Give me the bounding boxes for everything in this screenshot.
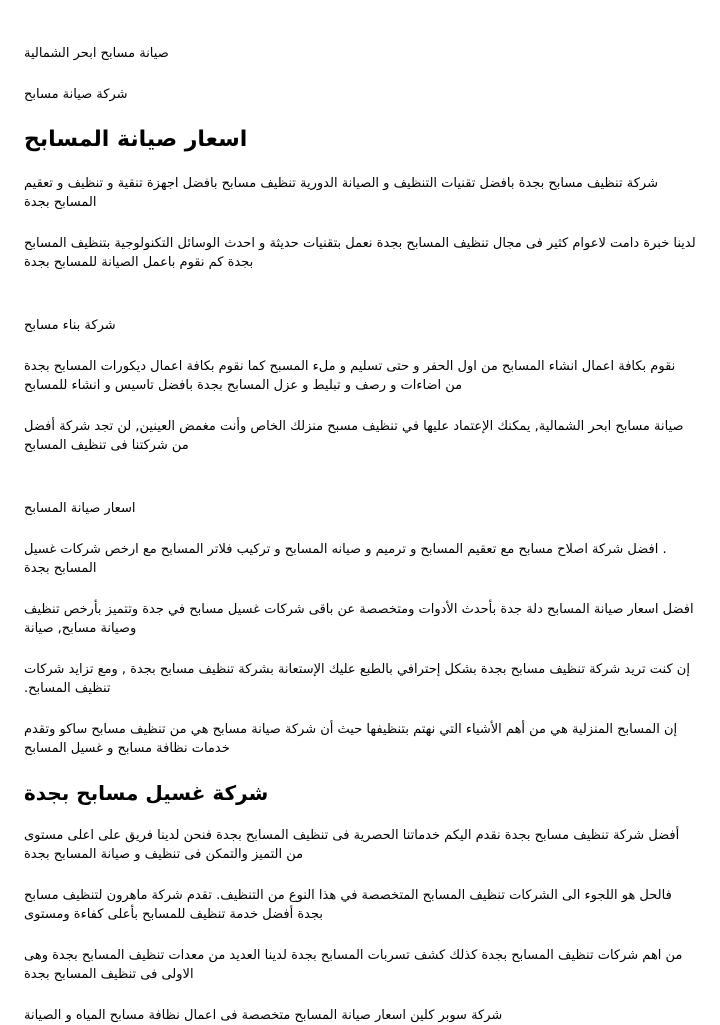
paragraph: فالحل هو اللجوء الى الشركات تنظيف المسابح المتخصصة في هذا النوع من التنظيف. تقدم شركة ماهرون لتنظيف مسابح بجدة أفضل خدمة تنظيف للمسابح بأعلى كفاءة ومستوى — [24, 888, 672, 922]
paragraph: نقوم بكافة اعمال انشاء المسابح من اول الحفر و حتى تسليم و ملء المسبح كما نقوم بكافة اعمال ديكورات المسابح بجدة من اضاءات و رصف و تبليط و عزل المسابح بجدة بافضل تاسيس و انشاء للمسابح — [24, 359, 676, 393]
paragraph: شركة تنظيف مسابح بجدة بافضل تقنيات التنظيف و الصيانة الدورية تنظيف مسابح بافضل اجهزة تنقية و تنظيف و تعقيم المسابح بجدة — [24, 176, 658, 210]
paragraph: لدينا خبرة دامت لاعوام كثير فى مجال تنظيف المسابح بجدة نعمل بتقنيات حديثة و احدث الوسائل التكنولوجية بتنظيف المسابح بجدة كم نقوم باعمل الصيانة للمسابح بجدة — [24, 236, 696, 270]
paragraph: إن المسابح المنزلية هي من أهم الأشياء التي نهتم بتنظيفها حيث أن شركة صيانة مسابح هي من تنظيف مسابح ساكو وتقدم خدمات نظافة مسابح و غسيل المسابح — [24, 722, 678, 756]
paragraph: صيانة مسابح ابحر الشمالية, يمكنك الإعتماد عليها في تنظيف مسبح منزلك الخاص وأنت مغمض العينين, لن تجد شركة أفضل من شركتنا فى تنظيف المسابح — [24, 419, 684, 453]
paragraph: من اهم شركات تنظيف المسابح بجدة كذلك كشف تسربات المسابح بجدة لدينا العديد من معدات تنظيف المسابح بجدة وهى الاولى فى تنظيف المسابح بجدة — [24, 948, 683, 982]
paragraph: افضل اسعار صيانة المسابح دلة جدة بأحدث الأدوات ومتخصصة عن باقى شركات غسيل مسابح في جدة وتتميز بأرخص تنظيف وصيانة مسابح, صيانة — [24, 602, 694, 636]
paragraph: أفضل شركة تنظيف مسابح بجدة نقدم اليكم خدماتنا الحصرية فى تنظيف المسابح بجدة فنحن لدينا فريق على اعلى مستوى من التميز والتمكن فى تنظيف و صيانة المسابح بجدة — [24, 828, 680, 862]
paragraph: شركة بناء مسابح — [24, 318, 116, 333]
paragraph: شركة سوبر كلين اسعار صيانة المسابح متخصصة فى اعمال نظافة مسابح المياه و الصيانة — [24, 1008, 503, 1023]
section-heading: اسعار صيانة المسابح — [24, 127, 248, 152]
paragraph: صيانة مسابح ابحر الشمالية — [24, 46, 169, 61]
section-heading: شركة غسيل مسابح بجدة — [24, 781, 269, 805]
paragraph: شركة صيانة مسابح — [24, 87, 128, 102]
spacer — [24, 477, 696, 499]
paragraph: إن كنت تريد شركة تنظيف مسابح بجدة بشكل إحترافي بالطبع عليك الإستعانة بشركة تنظيف مسابح بجدة , ومع تزايد شركات تنظيف المسابح. — [24, 662, 690, 696]
paragraph: اسعار صيانة المسابح — [24, 501, 136, 516]
paragraph: . افضل شركة اصلاح مسابح مع تعقيم المسابح و ترميم و صيانه المسابح و تركيب فلاتر المسابح مع ارخص شركات غسيل المسابح بجدة — [24, 542, 667, 576]
spacer — [24, 294, 696, 316]
